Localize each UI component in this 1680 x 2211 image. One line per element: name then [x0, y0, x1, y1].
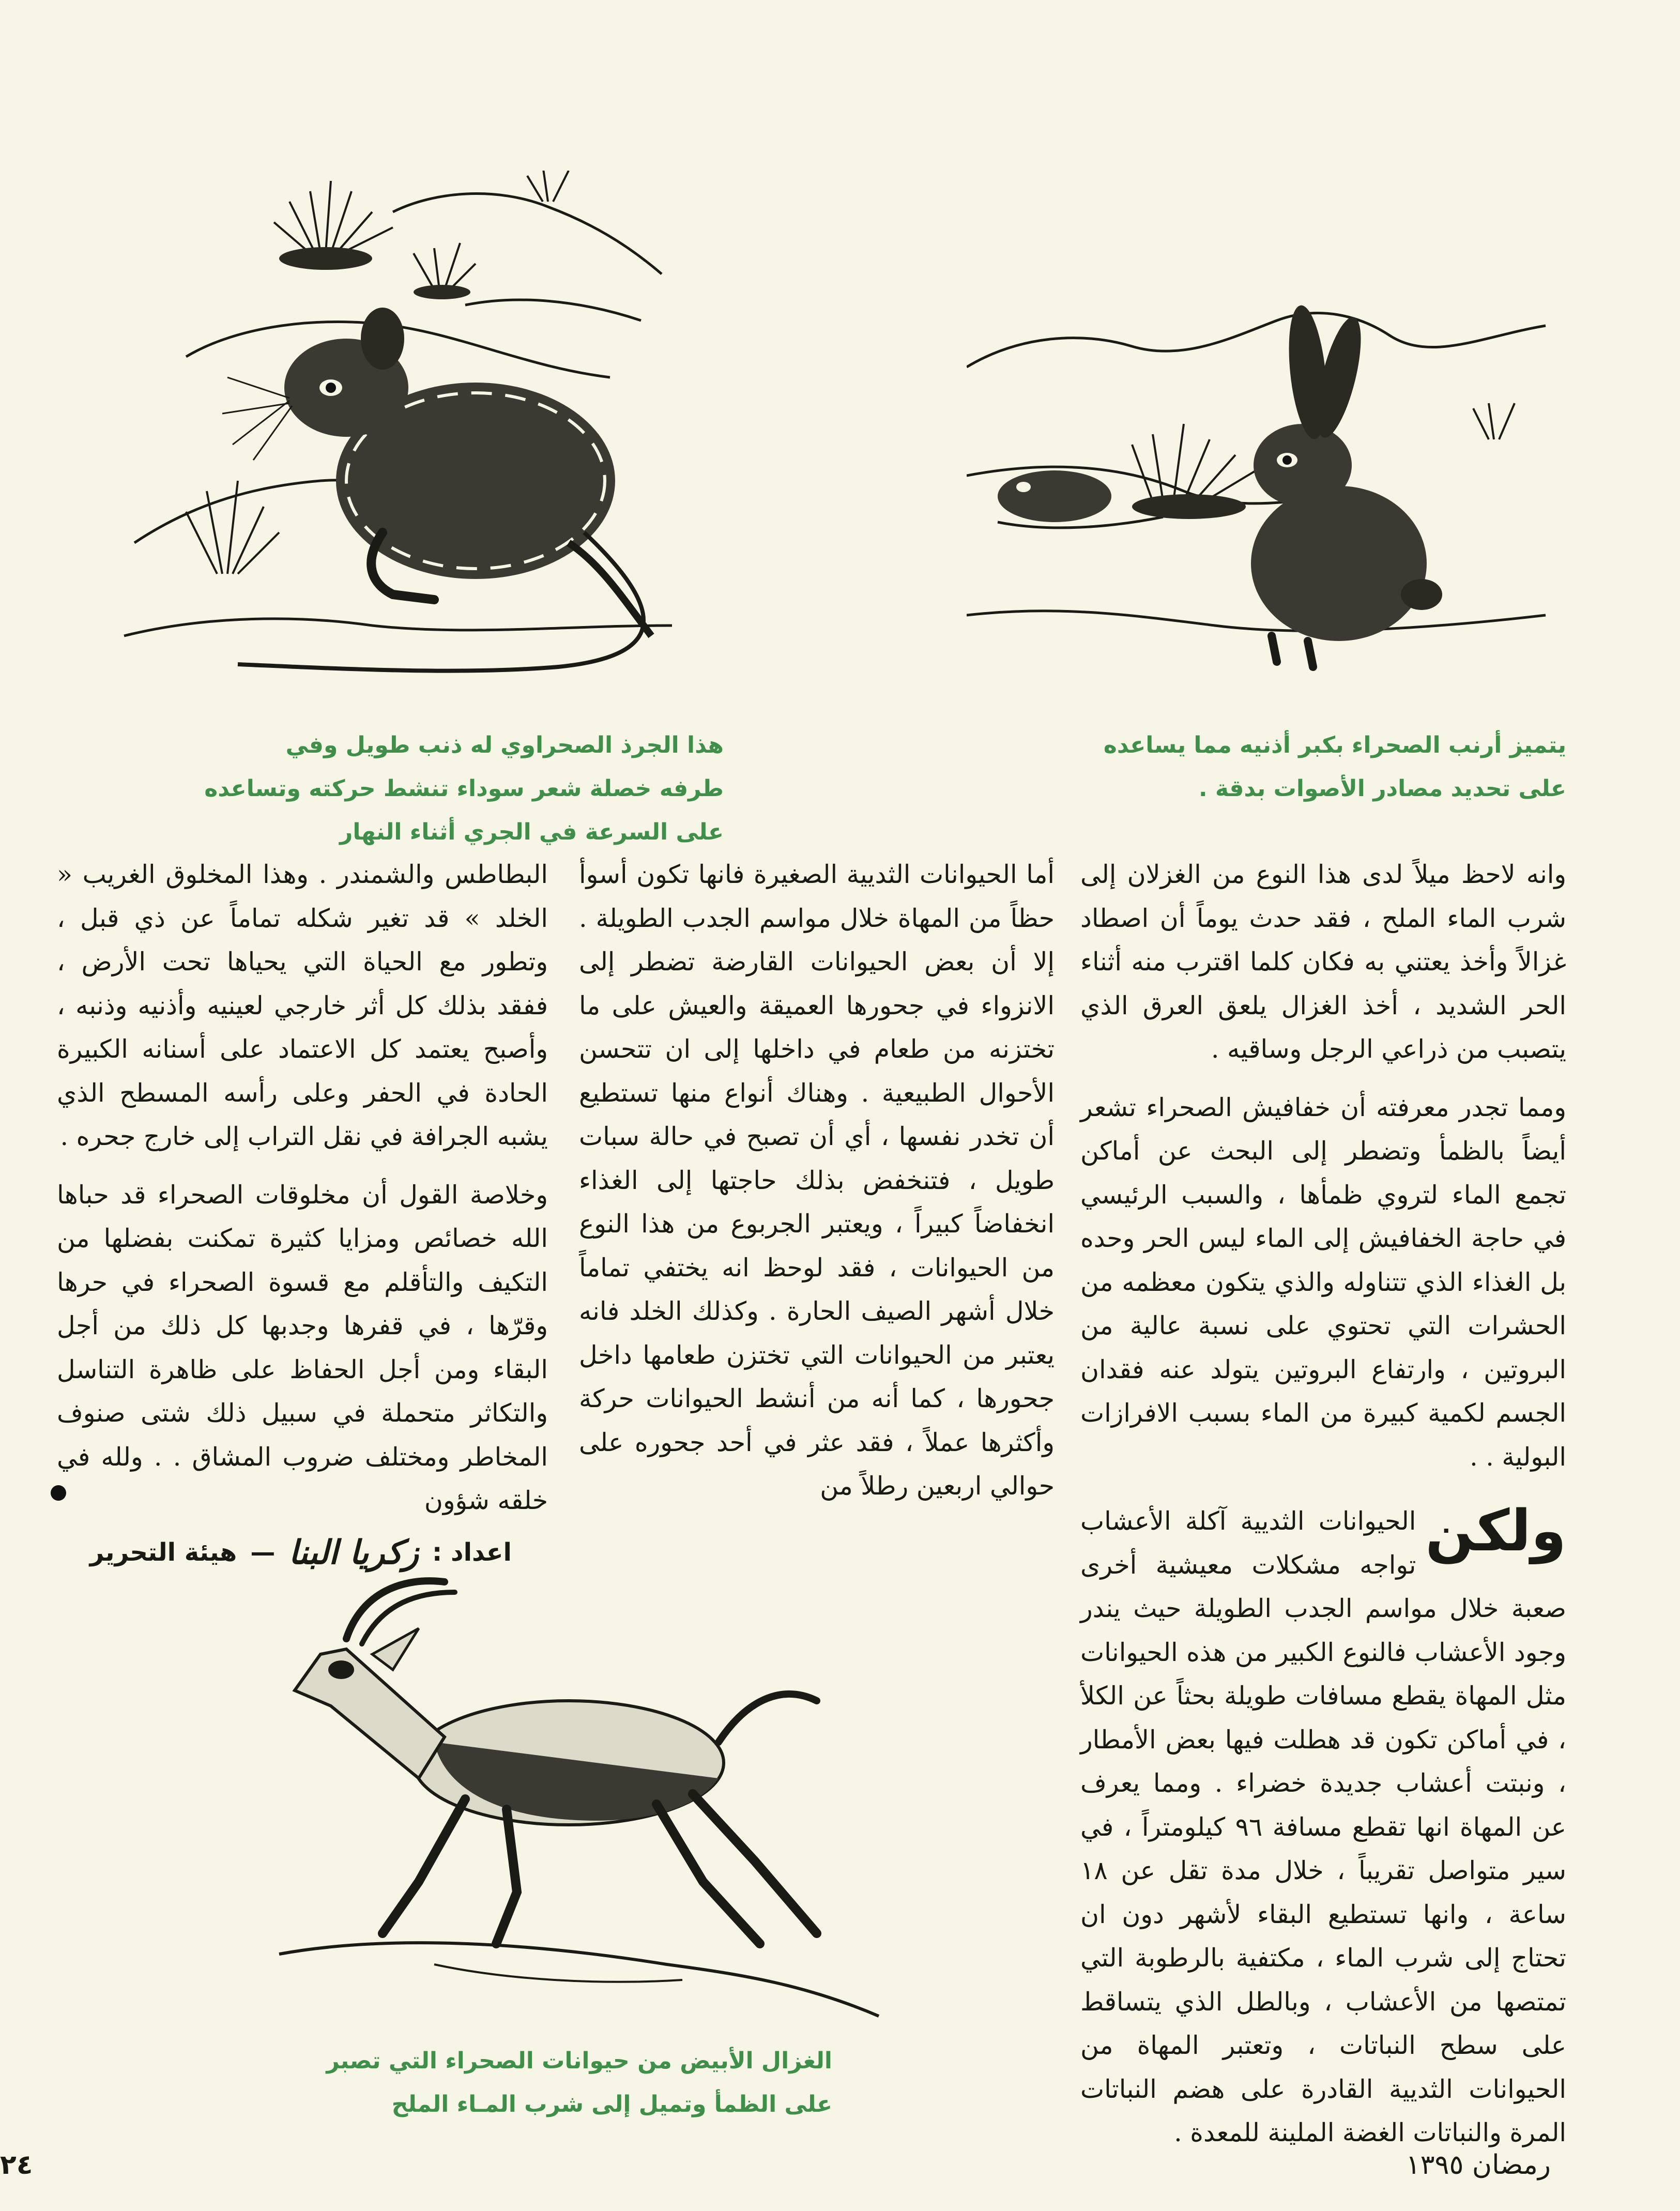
gazelle-illustration	[176, 1572, 899, 2037]
jerboa-caption-line: هذا الجرذ الصحراوي له ذنب طويل وفي	[285, 732, 724, 758]
article-column-left	[57, 853, 548, 1523]
paragraph: أما الحيوانات الثديية الصغيرة فانها تكون أسوأ حظاً من المهاة خلال مواسم الجدب الطويلة . إلا أن بعض الحيوانات القارضة تضطر إلى الانزواء في جحورها العميقة والعيش على ما تختزنه من طعام في داخلها إلى ان تتحسن الأحوال الطبيعية . وهناك أنواع منها تستطيع أن تخدر نفسها ، أي أن تصبح في حالة سبات طويل ، فتنخفض بذلك حاجتها إلى الغذاء انخفاضاً كبيراً ، ويعتبر الجربوع من هذا النوع من الحيوانات ، فقد لوحظ انه يختفي تماماً خلال أشهر الصيف الحارة . وكذلك الخلد فانه يعتبر من الحيوانات التي تختزن طعامها داخل جحورها ، كما أنه من أنشط الحيوانات حركة وأكثرها عملاً ، فقد عثر في أحد جحوره على حوالي اربعين رطلاً من	[579, 860, 1055, 1501]
paragraph: ومما تجدر معرفته أن خفافيش الصحراء تشعر أيضاً بالظمأ وتضطر إلى البحث عن أماكن تجمع الماء لتروي ظمأها ، والسبب الرئيسي في حاجة الخفافيش إلى الماء ليس الحر وحده بل الغذاء الذي تتناوله والذي يتكون معظمه من الحشرات التي تحتوي على نسبة عالية من البروتين ، وارتفاع البروتين يتولد عنه فقدان الجسم لكمية كبيرة من الماء بسبب الافرازات البولية . .	[1080, 1092, 1566, 1472]
jerboa-illustration	[103, 171, 682, 677]
jerboa-caption-line: طرفه خصلة شعر سوداء تنشط حركته وتساعده	[204, 775, 724, 802]
jerboa-caption-line: على السرعة في الجري أثناء النهار	[340, 819, 724, 845]
paragraph: البطاطس والشمندر . وهذا المخلوق الغريب « الخلد » قد تغير شكله تماماً عن ذي قبل ، وتطور مع الحياة التي يحياها تحت الأرض ، ففقد بذلك كل أثر خارجي لعينيه وأذنيه وذنبه ، وأصبح يعتمد كل الاعتماد على أسنانه الكبيرة الحادة في الحفر وعلى رأسه المسطح الذي يشبه الجرافة في نقل التراب إلى خارج جحره .	[57, 860, 548, 1151]
jerboa-drawing	[103, 171, 682, 677]
editorial-staff: هيئة التحرير	[89, 1538, 237, 1567]
paragraph: وانه لاحظ ميلاً لدى هذا النوع من الغزلان إلى شرب الماء الملح ، فقد حدث يوماً أن اصطاد غزالاً وأخذ يعتني به فكان كلما اقترب منه أثناء الحر الشديد ، أخذ الغزال يلعق العرق الذي يتصبب من ذراعي الرجل وساقيه .	[1080, 860, 1566, 1064]
article-column-right	[1080, 853, 1566, 2155]
page-number: ٢٤	[0, 2149, 33, 2180]
author-credit	[52, 1529, 512, 1576]
gazelle-caption	[310, 2039, 832, 2126]
author-signature: زكريا البنا	[288, 1533, 419, 1572]
paragraph-text: الحيوانات الثديية آكلة الأعشاب تواجه مشكلات معيشية أخرى صعبة خلال مواسم الجدب الطويلة حيث يندر وجود الأعشاب فالنوع الكبير من هذه الحيوانات مثل المهاة يقطع مسافات طويلة بحثاً عن الكلأ ، في أماكن تكون قد هطلت فيها بعض الأمطار ، ونبتت أعشاب جديدة خضراء . ومما يعرف عن المهاة انها تقطع مسافة ٩٦ كيلومتراً ، في سير متواصل تقريباً ، خلال مدة تقل عن ١٨ ساعة ، وانها تستطيع البقاء لأشهر دون ان تحتاج إلى شرب الماء ، مكتفية بالرطوبة التي تمتصها من الأعشاب ، وبالطل الذي يتساقط على سطح النباتات ، وتعتبر المهاة من الحيوانات الثديية القادرة على هضم النباتات المرة والنباتات الغضة الملينة للمعدة .	[1080, 1506, 1567, 2147]
gazelle-drawing	[176, 1572, 899, 2037]
credit-dash: —	[250, 1538, 276, 1567]
hare-illustration	[967, 305, 1551, 677]
credit-label: اعداد :	[432, 1538, 512, 1567]
end-mark-bullet	[51, 1485, 66, 1501]
hare-caption	[1034, 724, 1566, 811]
jerboa-caption	[176, 724, 724, 854]
paragraph	[1080, 1500, 1566, 2155]
hare-drawing	[967, 305, 1551, 677]
gazelle-caption-line: الغزال الأبيض من حيوانات الصحراء التي تصبر	[326, 2048, 832, 2074]
hare-caption-line: على تحديد مصادر الأصوات بدقة .	[1198, 775, 1566, 802]
issue-date: رمضان ١٣٩٥	[1406, 2149, 1551, 2180]
lead-word: ولكن	[1425, 1498, 1566, 1564]
gazelle-caption-line: على الظمأ وتميل إلى شرب المـاء الملح	[391, 2091, 832, 2117]
hare-caption-line: يتميز أرنب الصحراء بكبر أذنيه مما يساعده	[1103, 732, 1566, 758]
paragraph: وخلاصة القول أن مخلوقات الصحراء قد حباها الله خصائص ومزايا كثيرة تمكنت بفضلها من التكيف والتأقلم مع قسوة الصحراء في حرها وقرّها ، في قفرها وجدبها كل ذلك من أجل البقاء ومن أجل الحفاظ على ظاهرة التناسل والتكاثر متحملة في سبيل ذلك شتى صنوف المخاطر ومختلف ضروب المشاق . . ولله في خلقه شؤون	[57, 1180, 548, 1515]
article-column-middle	[579, 853, 1055, 1508]
